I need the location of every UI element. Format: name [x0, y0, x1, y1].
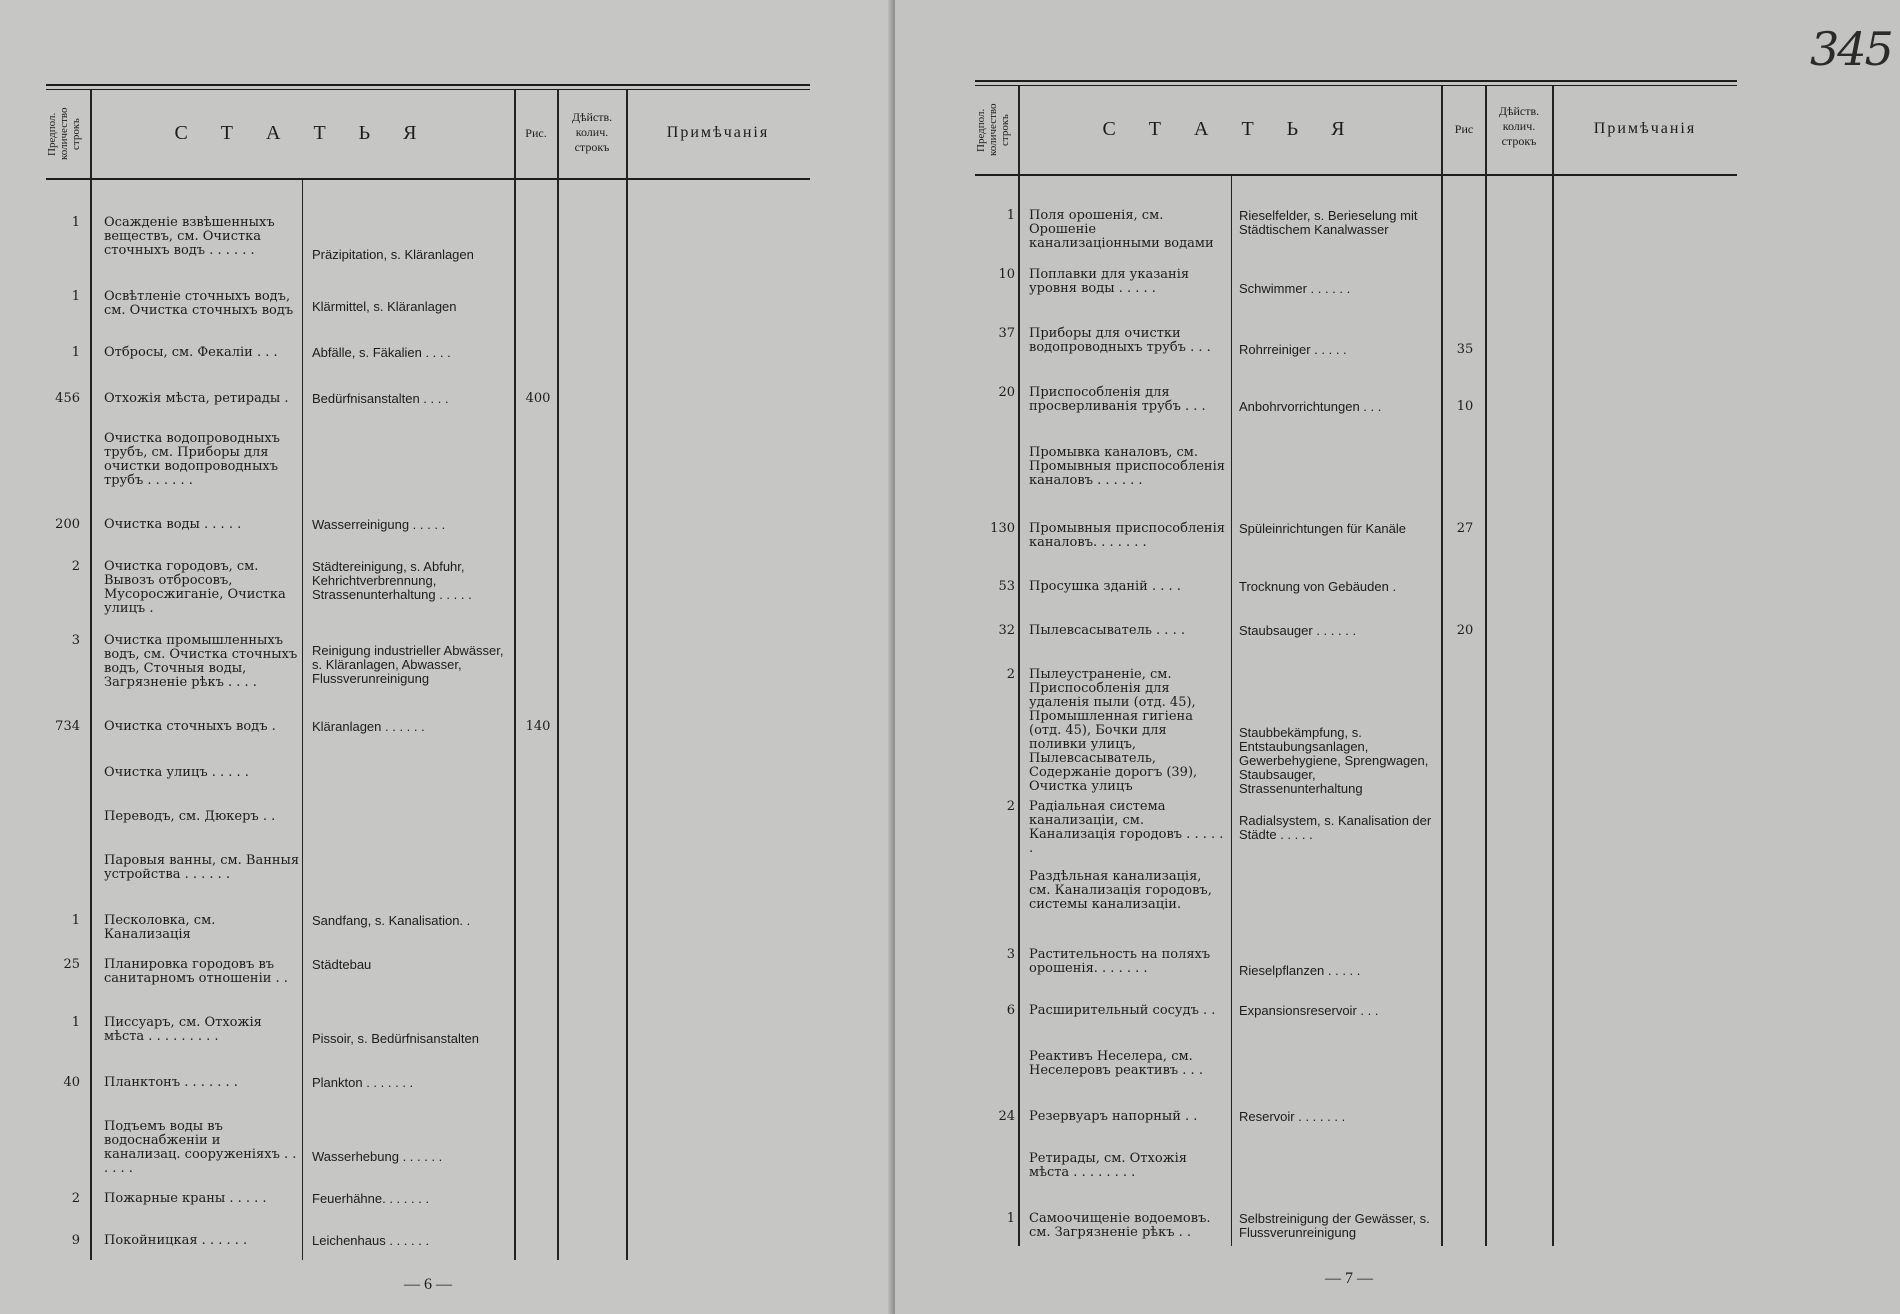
- row-count: 10: [998, 267, 1015, 282]
- row-count: 734: [55, 719, 80, 734]
- row-article-de: Städtebau: [312, 957, 372, 972]
- row-article-de: Staubsauger . . . . . .: [1239, 623, 1357, 638]
- row-article-ru: Пылевсасыватель . . . .: [1029, 623, 1185, 638]
- row-article-de: Expansionsreservoir . . .: [1239, 1003, 1379, 1018]
- row-article-de: Klärmittel, s. Kläranlagen: [312, 299, 457, 314]
- row-article-ru: Раздѣльная канализація, см. Канализація городовъ, системы канализаціи.: [1029, 869, 1212, 912]
- row-count: 1: [71, 1015, 80, 1030]
- row-figures: 400: [525, 391, 551, 406]
- row-count: 20: [998, 385, 1015, 400]
- article-header: С Т А Т Ь Я: [1102, 118, 1359, 140]
- left-page: [0, 0, 895, 1314]
- col-divider: [1018, 86, 1020, 1246]
- row-count: 1: [71, 345, 80, 360]
- header-bottom-rule: [975, 174, 1737, 176]
- row-count: 2: [71, 559, 80, 574]
- right-index-table: [895, 0, 1900, 1314]
- top-rule: [46, 84, 810, 86]
- row-article-de: Staubbekämpfung, s. Entstaubungsanlagen, Gewerbehygiene, Sprengwagen, Staubsauger, Strassenunterhaltung: [1239, 725, 1429, 796]
- row-count: 2: [71, 1191, 80, 1206]
- row-article-ru: Ретирады, см. Отхожія мѣста . . . . . . . .: [1029, 1151, 1187, 1180]
- col-divider: [514, 90, 516, 1260]
- row-article-ru: Подъемъ воды въ водоснабженіи и канализац. сооруженіяхъ . . . . . .: [104, 1119, 297, 1176]
- row-article-ru: Очистка промышленныхъ водъ, см. Очистка сточныхъ водъ, Сточныя воды, Загрязненіе рѣкъ . . . .: [104, 633, 298, 690]
- row-article-ru: Приборы для очистки водопроводныхъ трубъ . . .: [1029, 326, 1211, 355]
- row-count: 200: [55, 517, 80, 532]
- row-count: 37: [998, 326, 1015, 341]
- row-article-de: Reservoir . . . . . . .: [1239, 1109, 1346, 1124]
- row-article-ru: Очистка сточныхъ водъ .: [104, 719, 276, 734]
- col-divider: [1552, 86, 1554, 1246]
- row-article-ru: Песколовка, см. Канализація: [104, 913, 216, 942]
- row-count: 2: [1006, 667, 1015, 682]
- col-divider: [1485, 86, 1487, 1246]
- row-article-de: Rieselpflanzen . . . . .: [1239, 963, 1361, 978]
- row-count: 130: [990, 521, 1015, 536]
- row-article-de: Präzipitation, s. Kläranlagen: [312, 247, 474, 262]
- top-rule-thin: [975, 85, 1737, 86]
- row-article-ru: Просушка зданій . . . .: [1029, 579, 1181, 594]
- row-article-ru: Поля орошенія, см. Орошеніе канализаціонными водами: [1029, 208, 1214, 251]
- row-article-de: Reinigung industrieller Abwässer, s. Kläranlagen, Abwasser, Flussverunreinigung: [312, 643, 504, 686]
- row-article-ru: Отхожія мѣста, ретирады .: [104, 391, 289, 406]
- row-article-de: Feuerhähne. . . . . . .: [312, 1191, 430, 1206]
- row-article-de: Abfälle, s. Fäkalien . . . .: [312, 345, 451, 360]
- header-bottom-rule: [46, 178, 810, 180]
- row-article-de: Wasserreinigung . . . . .: [312, 517, 446, 532]
- row-article-ru: Переводъ, см. Дюкеръ . .: [104, 809, 276, 824]
- row-article-de: Radialsystem, s. Kanalisation der Städte . . . . .: [1239, 813, 1432, 842]
- row-count: 9: [71, 1233, 80, 1248]
- row-article-de: Kläranlagen . . . . . .: [312, 719, 425, 734]
- row-article-ru: Приспособленія для просверливанія трубъ . . .: [1029, 385, 1206, 414]
- row-article-de: Spüleinrichtungen für Kanäle: [1239, 521, 1406, 536]
- actual-count-header: Дѣйств. колич. строкъ: [1498, 104, 1540, 148]
- row-article-ru: Растительность на поляхъ орошенія. . . . . . .: [1029, 947, 1211, 976]
- col-divider: [557, 90, 559, 1260]
- row-article-ru: Реактивъ Неселера, см. Неселеровъ реактивъ . . .: [1029, 1049, 1203, 1078]
- row-figures: 20: [1456, 623, 1474, 638]
- row-article-ru: Паровыя ванны, см. Ванныя устройства . . . . . .: [104, 853, 300, 882]
- row-count: 1: [71, 913, 80, 928]
- row-count: 2: [1006, 799, 1015, 814]
- row-article-ru: Пожарные краны . . . . .: [104, 1191, 267, 1206]
- col-divider: [1231, 176, 1232, 1246]
- row-article-ru: Пылеустраненіе, см. Приспособленія для удаленія пыли (отд. 45), Промышленная гигіена (отд. 45), Бочки для поливки улицъ, Пылевсасыватель, Содержаніе дорогъ (39), Очистка улицъ: [1029, 667, 1198, 794]
- row-article-ru: Планктонъ . . . . . . .: [104, 1075, 238, 1090]
- row-article-ru: Отбросы, см. Фекаліи . . .: [104, 345, 278, 360]
- row-article-ru: Радіальная система канализаціи, см. Канализація городовъ . . . . . .: [1029, 799, 1224, 856]
- row-figures: 27: [1456, 521, 1474, 536]
- row-article-ru: Освѣтленіе сточныхъ водъ, см. Очистка сточныхъ водъ: [104, 289, 294, 318]
- row-count: 456: [55, 391, 80, 406]
- row-figures: 35: [1456, 342, 1474, 357]
- row-article-de: Wasserhebung . . . . . .: [312, 1149, 443, 1164]
- col-divider: [626, 90, 628, 1260]
- row-article-ru: Самоочищеніе водоемовъ. см. Загрязненіе рѣкъ . .: [1029, 1211, 1211, 1240]
- page-folio: — 7 —: [1325, 1270, 1373, 1287]
- row-article-de: Rieselfelder, s. Berieselung mit Städtischem Kanalwasser: [1239, 208, 1418, 237]
- row-article-de: Rohrreiniger . . . . .: [1239, 342, 1347, 357]
- row-count: 25: [63, 957, 80, 972]
- row-figures: 140: [525, 719, 551, 734]
- row-article-de: Leichenhaus . . . . . .: [312, 1233, 430, 1248]
- row-count: 40: [63, 1075, 80, 1090]
- row-count: 1: [71, 289, 80, 304]
- row-article-ru: Очистка водопроводныхъ трубъ, см. Приборы для очистки водопроводныхъ трубъ . . . . . .: [104, 431, 280, 488]
- row-article-de: Schwimmer . . . . . .: [1239, 281, 1351, 296]
- fig-header: Рис.: [525, 126, 547, 140]
- top-rule-thin: [46, 89, 810, 90]
- row-article-ru: Осажденіе взвѣшенныхъ веществъ, см. Очистка сточныхъ водъ . . . . . .: [104, 215, 275, 258]
- row-article-de: Städtereinigung, s. Abfuhr, Kehrichtverbrennung, Strassenunterhaltung . . . . .: [312, 559, 472, 602]
- row-article-ru: Промывка каналовъ, см. Промывныя приспособленія каналовъ . . . . . .: [1029, 445, 1225, 488]
- row-count: 1: [71, 215, 80, 230]
- row-article-ru: Промывныя приспособленія каналовъ. . . . . . .: [1029, 521, 1225, 550]
- article-header: С Т А Т Ь Я: [174, 122, 431, 144]
- row-article-ru: Планировка городовъ въ санитарномъ отношеніи . .: [104, 957, 288, 986]
- count-header: Предпол. количество строкъ: [46, 107, 82, 161]
- row-article-ru: Расширительный сосудъ . .: [1029, 1003, 1216, 1018]
- notes-header: Примѣчанія: [666, 124, 770, 141]
- row-article-ru: Писсуаръ, см. Отхожія мѣста . . . . . . . . .: [104, 1015, 262, 1044]
- row-article-ru: Очистка воды . . . . .: [104, 517, 242, 532]
- row-count: 3: [71, 633, 80, 648]
- row-count: 32: [998, 623, 1015, 638]
- row-article-de: Plankton . . . . . . .: [312, 1075, 414, 1090]
- row-count: 24: [998, 1109, 1015, 1124]
- row-article-de: Bedürfnisanstalten . . . .: [312, 391, 449, 406]
- row-figures: 10: [1456, 399, 1474, 414]
- row-article-de: Anbohrvorrichtungen . . .: [1239, 399, 1382, 414]
- row-article-ru: Очистка улицъ . . . . .: [104, 765, 249, 780]
- left-index-table: [0, 0, 895, 1314]
- row-count: 6: [1006, 1003, 1015, 1018]
- col-divider: [1441, 86, 1443, 1246]
- row-article-de: Sandfang, s. Kanalisation. .: [312, 913, 471, 928]
- row-article-ru: Поплавки для указанія уровня воды . . . . .: [1029, 267, 1190, 296]
- row-count: 1: [1006, 1211, 1015, 1226]
- row-article-ru: Резервуаръ напорный . .: [1029, 1109, 1198, 1124]
- row-article-de: Pissoir, s. Bedürfnisanstalten: [312, 1031, 479, 1046]
- fig-header: Рис: [1454, 122, 1474, 136]
- row-count: 1: [1006, 208, 1015, 223]
- count-header: Предпол. количество строкъ: [975, 103, 1011, 157]
- page-folio: — 6 —: [404, 1276, 452, 1293]
- col-divider: [302, 180, 303, 1260]
- right-page: [895, 0, 1900, 1314]
- handwritten-page-number: 345: [1810, 22, 1892, 76]
- row-count: 53: [998, 579, 1015, 594]
- row-article-de: Selbstreinigung der Gewässer, s. Flussverunreinigung: [1239, 1211, 1430, 1240]
- actual-count-header: Дѣйств. колич. строкъ: [571, 110, 613, 154]
- row-article-ru: Покойницкая . . . . . .: [104, 1233, 248, 1248]
- top-rule: [975, 80, 1737, 82]
- row-article-ru: Очистка городовъ, см. Вывозъ отбросовъ, Мусоросжиганіе, Очистка улицъ .: [104, 559, 286, 616]
- row-count: 3: [1006, 947, 1015, 962]
- notes-header: Примѣчанія: [1593, 120, 1697, 137]
- row-article-de: Trocknung von Gebäuden .: [1239, 579, 1397, 594]
- col-divider: [90, 90, 92, 1260]
